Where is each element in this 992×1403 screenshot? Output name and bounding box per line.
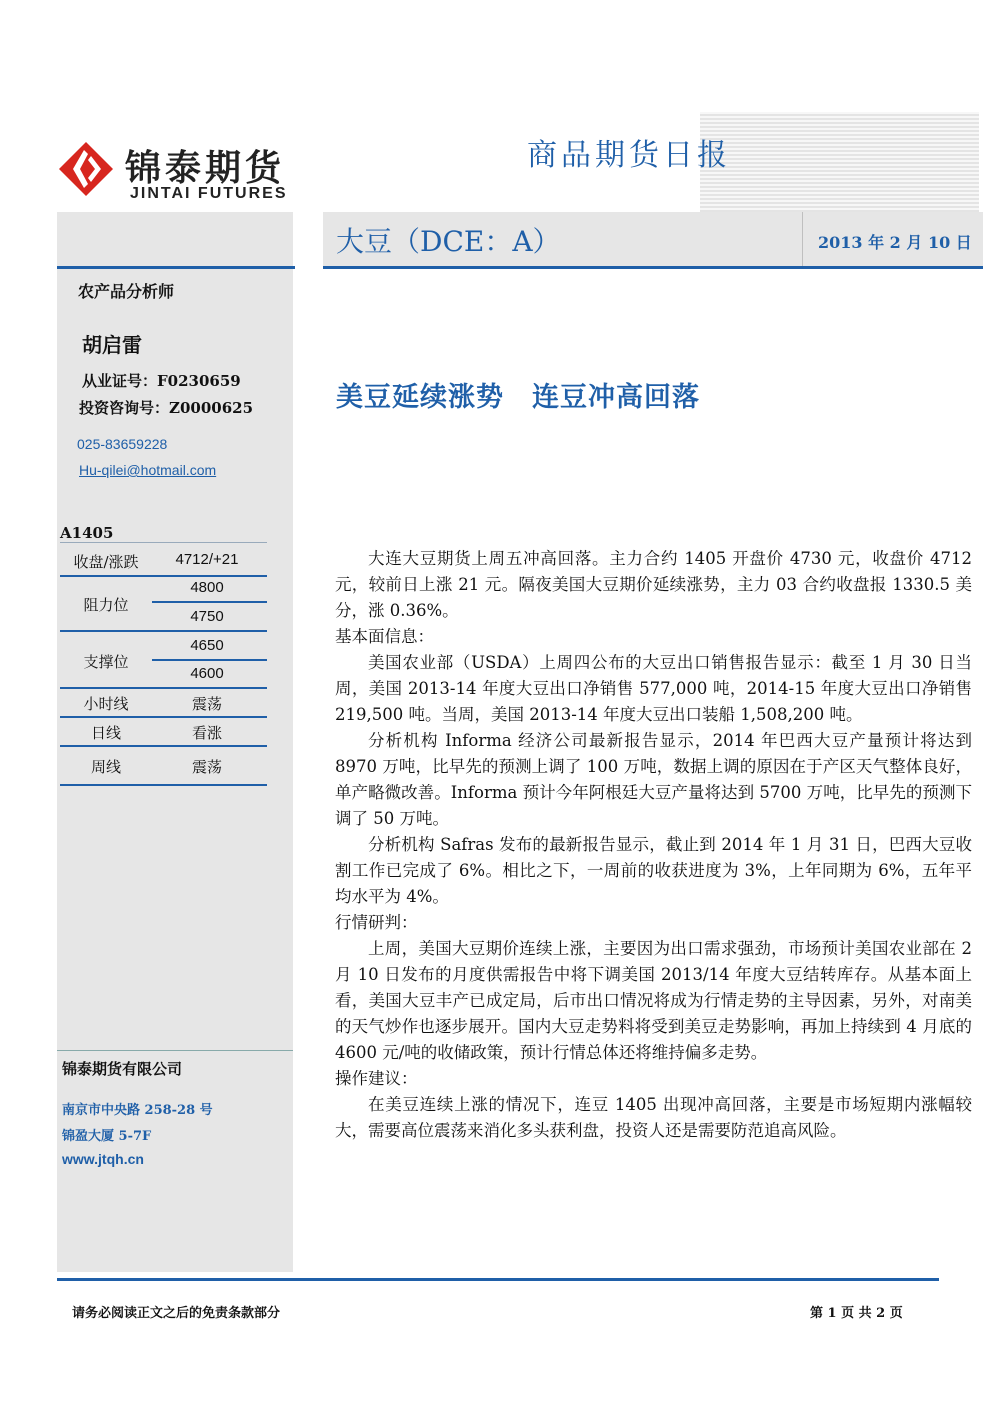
table-label-resistance: 阻力位 xyxy=(83,596,129,614)
body-paragraph: 上周，美国大豆期价连续上涨，主要因为出口需求强劲，市场预计美国农业部在 2 月 10 日发布的月度供需报告中将下调美国 2013/14 年度大豆结转库存。从基本面上看，美国大豆丰产已成定局，后市出口情况将成为行情走势的主导因素，另外，对南美的天气炒作也逐步展开。国内大豆走势料将受到美豆走势影响，再加上持续到 4 月底的 4600 元/吨的收储政策，预计行情总体还将维持偏多走势。 xyxy=(335,939,972,1062)
report-date: 2013 年 2 月 10 日 xyxy=(818,233,972,252)
section-heading: 操作建议： xyxy=(335,1069,418,1088)
report-body xyxy=(335,546,972,1144)
table-row-rule xyxy=(60,575,267,577)
section-heading: 基本面信息： xyxy=(335,627,434,646)
report-title: 商品期货日报 xyxy=(527,138,731,173)
table-value-resistance-2: 4750 xyxy=(190,608,224,625)
analyst-email-link[interactable]: Hu-qilei@hotmail.com xyxy=(79,462,217,478)
table-top-rule xyxy=(60,542,267,543)
table-row-rule xyxy=(152,601,267,603)
table-label-daily: 日线 xyxy=(90,724,121,742)
product-header-rule xyxy=(323,266,983,269)
table-label-close: 收盘/涨跌 xyxy=(73,553,139,571)
footer-page-number: 第 1 页 共 2 页 xyxy=(810,1306,903,1321)
body-paragraph: 大连大豆期货上周五冲高回落。主力合约 1405 开盘价 4730 元，收盘价 4712 元，较前日上涨 21 元。隔夜美国大豆期价延续涨势，主力 03 合约收盘报 1330.5 美分，涨 0.36%。 xyxy=(335,549,972,620)
analyst-cert: 从业证号：F0230659 xyxy=(82,372,241,390)
table-value-daily: 看涨 xyxy=(191,724,222,742)
company-info-name: 锦泰期货有限公司 xyxy=(62,1060,183,1078)
contract-code: A1405 xyxy=(60,524,114,542)
analyst-name: 胡启雷 xyxy=(82,333,142,357)
table-row-rule xyxy=(60,630,267,632)
table-value-support-1: 4650 xyxy=(190,637,224,654)
table-label-hourly: 小时线 xyxy=(83,695,129,713)
report-headline: 美豆延续涨势 连豆冲高回落 xyxy=(336,382,700,413)
table-row-rule xyxy=(152,659,267,661)
analyst-section-title: 农产品分析师 xyxy=(78,282,175,301)
table-label-support: 支撑位 xyxy=(83,653,129,671)
analyst-consult-id: 投资咨询号：Z0000625 xyxy=(79,399,254,417)
body-paragraph: 在美豆连续上涨的情况下，连豆 1405 出现冲高回落，主要是市场短期内涨幅较大，需要高位震荡来消化多头获利盘，投资人还是需要防范追高风险。 xyxy=(335,1095,972,1140)
sidebar-top-rule xyxy=(57,266,295,269)
table-value-support-2: 4600 xyxy=(190,665,224,682)
company-name-en: JINTAI FUTURES xyxy=(130,185,288,202)
table-value-close: 4712/+21 xyxy=(175,551,239,568)
jintai-logo-icon xyxy=(57,140,115,198)
table-label-weekly: 周线 xyxy=(90,758,121,776)
section-heading: 行情研判： xyxy=(335,913,418,932)
analyst-phone: 025-83659228 xyxy=(77,436,168,452)
product-header-separator xyxy=(802,212,803,266)
body-paragraph: 分析机构 Safras 发布的最新报告显示，截止到 2014 年 1 月 31 日，巴西大豆收割工作已完成了 6%。相比之下，一周前的收获进度为 3%，上年同期为 6%，五年平均水平为 4%。 xyxy=(335,835,972,906)
footer-rule xyxy=(57,1278,939,1281)
table-row-rule xyxy=(60,745,267,747)
table-value-resistance-1: 4800 xyxy=(190,579,224,596)
table-value-weekly: 震荡 xyxy=(191,758,222,776)
company-info-rule xyxy=(57,1050,293,1051)
table-row-rule xyxy=(60,687,267,689)
table-bottom-rule xyxy=(60,784,267,786)
table-row-rule xyxy=(60,716,267,718)
footer-disclaimer: 请务必阅读正文之后的免责条款部分 xyxy=(72,1306,281,1321)
company-address-1: 南京市中央路 258-28 号 xyxy=(62,1103,213,1118)
table-value-hourly: 震荡 xyxy=(191,695,222,713)
header-hatch-block xyxy=(700,112,979,212)
body-paragraph: 分析机构 Informa 经济公司最新报告显示，2014 年巴西大豆产量预计将达到 8970 万吨，比早先的预测上调了 100 万吨，数据上调的原因在于产区天气整体良好，单产略微改善。Informa 预计今年阿根廷大豆产量将达到 5700 万吨，比早先的预测下调了 50 万吨。 xyxy=(335,731,972,828)
product-name: 大豆（DCE：A） xyxy=(336,225,561,258)
company-address-2: 锦盈大厦 5-7F xyxy=(62,1129,152,1144)
body-paragraph: 美国农业部（USDA）上周四公布的大豆出口销售报告显示：截至 1 月 30 日当周，美国 2013-14 年度大豆出口净销售 577,000 吨，2014-15 年度大豆出口净销售 219,500 吨。当周，美国 2013-14 年度大豆出口装船 1,508,200 吨。 xyxy=(335,653,972,724)
company-website-link[interactable]: www.jtqh.cn xyxy=(62,1151,144,1167)
company-name-cn: 锦泰期货 xyxy=(125,148,286,189)
